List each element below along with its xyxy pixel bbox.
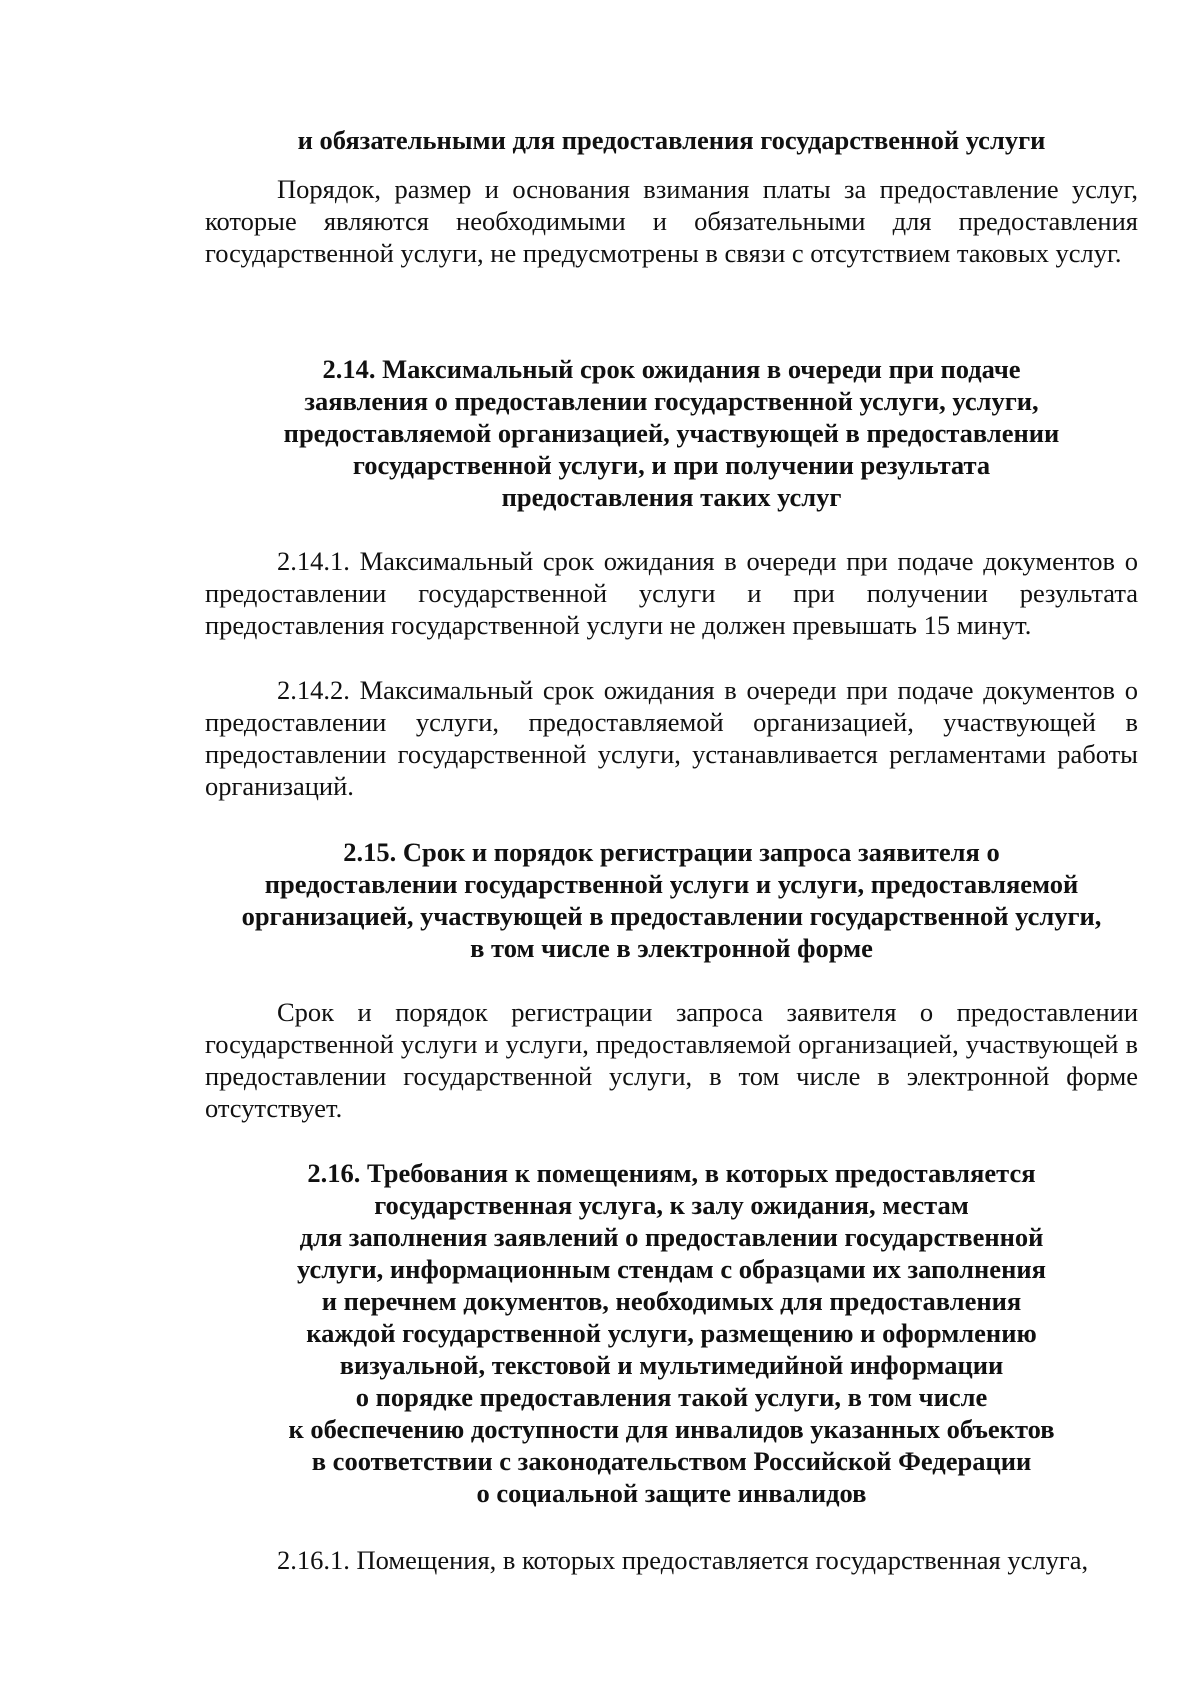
heading-line: о социальной защите инвалидов	[476, 1478, 867, 1508]
heading-line: организацией, участвующей в предоставлении государственной услуги,	[241, 901, 1102, 931]
paragraph-2-14-1: 2.14.1. Максимальный срок ожидания в очереди при подаче документов о предоставлении государственной услуги и при получении результата предоставления государственной услуги не должен превышать 15 минут.	[205, 546, 1138, 640]
paragraph-2-16-1: 2.16.1. Помещения, в которых предоставляется государственная услуга,	[277, 1545, 1089, 1575]
heading-line: к обеспечению доступности для инвалидов указанных объектов	[288, 1414, 1055, 1444]
section-2-15-heading	[205, 836, 1138, 964]
paragraph-2-15: Срок и порядок регистрации запроса заявителя о предоставлении государственной услуги и услуги, предоставляемой организацией, участвующей в предоставлении государственной услуги, в том числе в электронной форме отсутствует.	[205, 997, 1138, 1123]
heading-line: государственной услуги, и при получении результата	[352, 450, 991, 480]
paragraph-2-14-2: 2.14.2. Максимальный срок ожидания в очереди при подаче документов о предоставлении услуги, предоставляемой организацией, участвующей в предоставлении государственной услуги, устанавливается регламентами работы организаций.	[205, 675, 1138, 801]
heading-line: в том числе в электронной форме	[470, 933, 873, 963]
heading-line: заявления о предоставлении государственной услуги, услуги,	[304, 386, 1039, 416]
heading-line: 2.14. Максимальный срок ожидания в очереди при подаче	[322, 354, 1021, 384]
heading-line: предоставляемой организацией, участвующей в предоставлении	[283, 418, 1060, 448]
heading-line: для заполнения заявлений о предоставлении государственной	[299, 1222, 1044, 1252]
heading-line: предоставлении государственной услуги и услуги, предоставляемой	[264, 869, 1079, 899]
fee-paragraph: Порядок, размер и основания взимания платы за предоставление услуг, которые являются необходимыми и обязательными для предоставления государственной услуги, не предусмотрены в связи с отсутствием таковых услуг.	[205, 174, 1138, 268]
heading-line: о порядке предоставления такой услуги, в том числе	[355, 1382, 988, 1412]
heading-line: визуальной, текстовой и мультимедийной информации	[339, 1350, 1004, 1380]
fragment-heading: и обязательными для предоставления государственной услуги	[297, 125, 1046, 155]
heading-line: в соответствии с законодательством Российской Федерации	[311, 1446, 1032, 1476]
section-2-16-heading	[205, 1157, 1138, 1509]
heading-line: и перечнем документов, необходимых для предоставления	[321, 1286, 1022, 1316]
heading-line: 2.16. Требования к помещениям, в которых предоставляется	[307, 1158, 1036, 1188]
heading-line: государственная услуга, к залу ожидания, местам	[374, 1190, 969, 1220]
section-2-14-heading	[205, 353, 1138, 513]
heading-line: услуги, информационным стендам с образцами их заполнения	[297, 1254, 1046, 1284]
heading-line: предоставления таких услуг	[501, 482, 842, 512]
heading-line: 2.15. Срок и порядок регистрации запроса заявителя о	[343, 837, 1000, 867]
heading-line: каждой государственной услуги, размещению и оформлению	[306, 1318, 1037, 1348]
